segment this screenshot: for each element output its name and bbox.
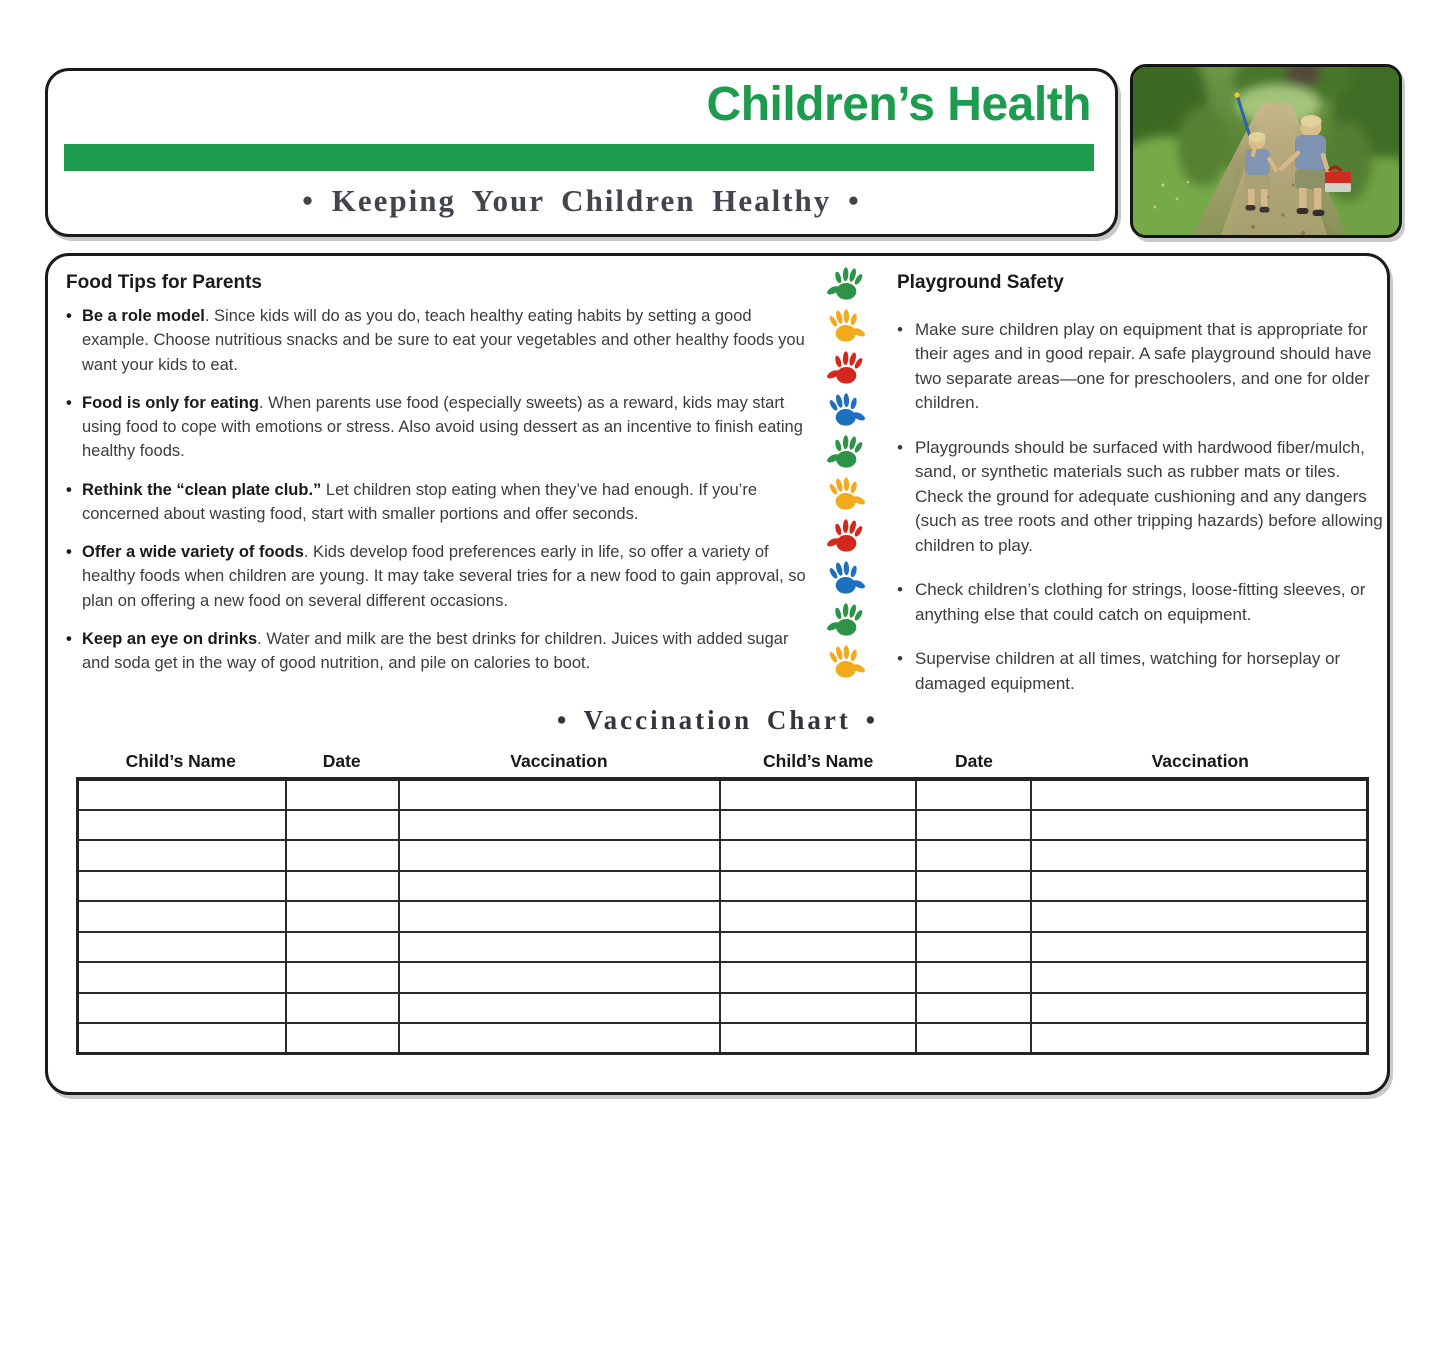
vaccination-table-row [78,993,1368,1024]
vaccination-cell [78,810,287,841]
food-tips-heading: Food Tips for Parents [66,272,263,293]
vaccination-cell [916,932,1031,963]
vaccination-chart-title: • Vaccination Chart • [556,705,879,735]
vaccination-column-header: Vaccination [1151,751,1249,771]
bullet-marker: • [897,437,903,457]
vaccination-cell [1031,1023,1368,1054]
vaccination-cell [720,871,916,902]
vaccination-column-header: Child’s Name [763,751,874,771]
vaccination-cell [286,1023,398,1054]
vaccination-cell [78,962,287,993]
food-tip-lead: Be a role model [82,307,205,325]
playground-safety-item [897,578,1393,627]
bullet-marker: • [897,320,903,339]
vaccination-cell [916,840,1031,871]
vaccination-cell [720,962,916,993]
content-box [45,253,1390,1095]
vaccination-cell [399,901,720,932]
vaccination-cell [720,901,916,932]
vaccination-cell [1031,840,1368,871]
vaccination-cell [78,871,287,902]
vaccination-column-header: Date [954,751,993,771]
handprint-icon [827,474,865,514]
header-box [45,68,1118,237]
vaccination-cell [720,932,916,963]
vaccination-cell [78,901,287,932]
vaccination-cell [916,871,1031,902]
vaccination-chart-column-headers [76,751,1369,772]
vaccination-table-row [78,932,1368,963]
food-tip-lead: Food is only for eating [82,393,259,412]
food-tip-item [66,540,806,613]
vaccination-cell [286,993,398,1024]
vaccination-cell [286,962,398,993]
page-title: Children’s Health [706,78,1091,131]
handprint-icon [827,390,865,430]
vaccination-table-row [78,810,1368,841]
handprint-icon [827,306,865,346]
page-subtitle: • Keeping Your Children Healthy • [302,183,861,218]
vaccination-cell [916,993,1031,1024]
vaccination-cell [286,901,398,932]
food-tips-list [66,304,806,675]
playground-safety-list [897,318,1393,696]
vaccination-table-row [78,1023,1368,1054]
vaccination-cell [78,1023,287,1054]
bullet-marker: • [66,393,72,412]
vaccination-chart-table [76,777,1369,1055]
food-tip-item [66,478,806,527]
food-tip-item [66,391,806,464]
playground-safety-item [897,647,1393,696]
vaccination-cell [286,779,398,810]
vaccination-cell [916,1023,1031,1054]
vaccination-cell [720,840,916,871]
green-accent-bar [64,144,1094,171]
playground-safety-text: Check children’s clothing for strings, loose-fitting sleeves, or anything else that could catch on equipment. [915,580,1366,624]
vaccination-cell [916,810,1031,841]
vaccination-cell [286,871,398,902]
vaccination-cell [399,779,720,810]
vaccination-cell [399,810,720,841]
vaccination-cell [1031,901,1368,932]
vaccination-cell [399,993,720,1024]
vaccination-cell [78,932,287,963]
vaccination-table-row [78,901,1368,932]
bullet-marker: • [66,543,72,561]
bullet-marker: • [66,307,72,325]
food-tip-body: . When parents use food (especially sweets) as a reward, kids may start using food to cope with emotions or stress. Also avoid using dessert as an incentive to finish eating healthy foods. [82,393,803,461]
bullet-marker: • [897,649,903,669]
food-tip-body: . Since kids will do as you do, teach healthy eating habits by setting a good example. Choose nutritious snacks and be sure to eat your vegetables and other healthy foods you want your kids to eat. [82,307,805,374]
playground-safety-section [897,272,1393,716]
food-tip-text [82,478,806,527]
vaccination-cell [720,993,916,1024]
vaccination-table-row [78,962,1368,993]
handprint-icon [827,516,865,556]
vaccination-cell [1031,962,1368,993]
vaccination-table-row [78,840,1368,871]
vaccination-cell [399,871,720,902]
vaccination-column-header: Child’s Name [125,751,236,771]
handprint-icon [827,558,865,598]
playground-safety-heading: Playground Safety [897,272,1064,293]
playground-safety-item [897,318,1393,416]
vaccination-cell [78,993,287,1024]
food-tip-lead: Rethink the “clean plate club.” [82,480,322,499]
handprints-decoration [818,264,874,682]
playground-safety-text: Playgrounds should be surfaced with hardwood fiber/mulch, sand, or synthetic materials such as rubber mats or tiles. Check the ground for adequate cushioning and any dangers (such as tree roots and other tripping hazards) before allowing children to play. [915,437,1383,555]
bullet-marker: • [897,580,903,600]
vaccination-cell [720,810,916,841]
vaccination-cell [286,810,398,841]
handprint-icon [827,600,865,640]
vaccination-cell [720,779,916,810]
vaccination-column-header: Vaccination [510,751,608,771]
vaccination-cell [399,1023,720,1054]
handprint-icon [827,432,865,472]
vaccination-cell [1031,779,1368,810]
vaccination-cell [399,962,720,993]
vaccination-cell [1031,871,1368,902]
photo-illustration [1133,67,1402,238]
vaccination-cell [916,779,1031,810]
bullet-marker: • [66,480,72,499]
vaccination-cell [1031,810,1368,841]
food-tip-text [82,304,806,377]
vaccination-cell [916,962,1031,993]
food-tip-text [82,391,806,464]
food-tip-item [66,627,806,676]
food-tip-body: Let children stop eating when they’ve had enough. If you’re concerned about wasting food, start with smaller portions and offer seconds. [82,480,758,523]
handprint-icon [827,264,865,304]
vaccination-cell [286,932,398,963]
vaccination-cell [399,840,720,871]
vaccination-cell [78,779,287,810]
vaccination-cell [399,932,720,963]
vaccination-table-row [78,779,1368,810]
food-tip-text [82,627,806,676]
food-tip-lead: Keep an eye on drinks [82,629,258,648]
vaccination-column-header: Date [322,751,361,771]
vaccination-table-row [78,871,1368,902]
two-boys-walking-path-photo [1130,64,1402,238]
food-tip-body: . Kids develop food preferences early in life, so offer a variety of healthy foods when children are young. It may take several tries for a new food to gain approval, so plan on offering a new food on several different occasions. [82,543,806,610]
vaccination-cell [916,901,1031,932]
food-tip-item [66,304,806,377]
vaccination-cell [78,840,287,871]
vaccination-cell [286,840,398,871]
handprint-icon [827,642,865,682]
playground-safety-item [897,436,1393,558]
playground-safety-text: Make sure children play on equipment that is appropriate for their ages and in good repair. A safe playground should have two separate areas—one for preschoolers, and one for older children. [915,320,1372,413]
food-tip-text [82,540,806,613]
vaccination-cell [720,1023,916,1054]
playground-safety-text: Supervise children at all times, watching for horseplay or damaged equipment. [915,649,1341,693]
handprint-icon [827,348,865,388]
vaccination-cell [1031,993,1368,1024]
bullet-marker: • [66,629,72,648]
vaccination-cell [1031,932,1368,963]
food-tip-lead: Offer a wide variety of foods [82,543,304,561]
food-tip-body: . Water and milk are the best drinks for children. Juices with added sugar and soda get in the way of good nutrition, and pile on calories to boot. [82,629,789,672]
food-tips-section [66,272,806,689]
